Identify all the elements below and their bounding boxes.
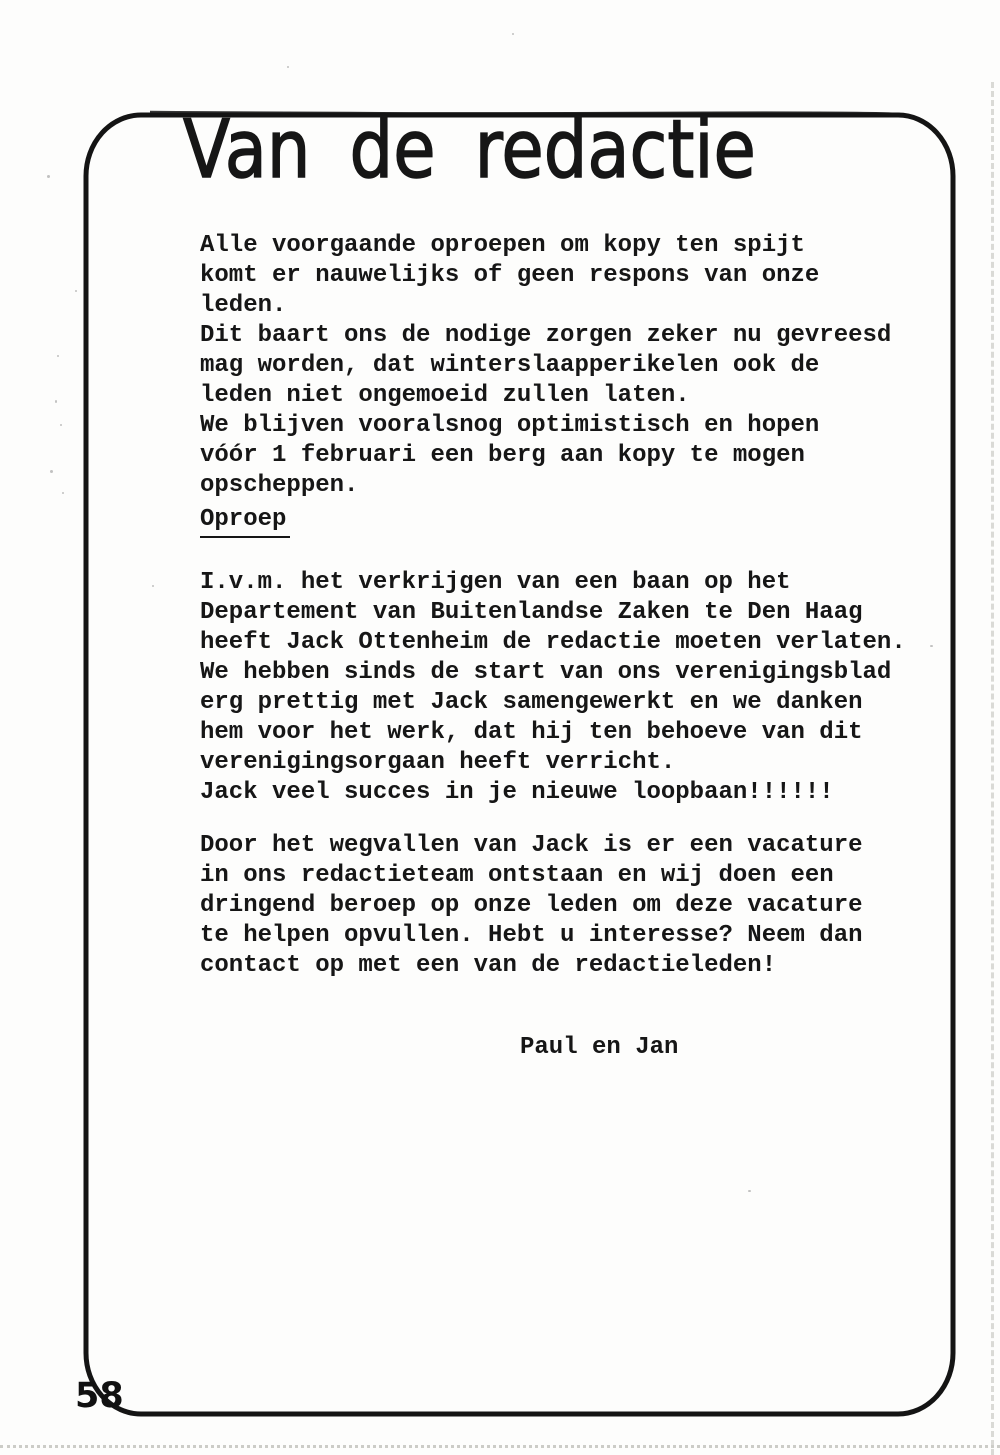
scan-speck [60,424,62,426]
text-line: leden. [200,292,287,319]
text-line: Departement van Buitenlandse Zaken te Den Haag [200,599,863,626]
text-line: vóór 1 februari een berg aan kopy te mogen [200,442,805,469]
oproep-section-heading: Oproep [200,505,290,538]
scan-speck [930,645,933,647]
text-line: erg prettig met Jack samengewerkt en we danken [200,689,863,716]
text-line: dringend beroep op onze leden om deze vacature [200,892,863,919]
text-line: verenigingsorgaan heeft verricht. [200,749,676,776]
text-line: Dit baart ons de nodige zorgen zeker nu gevreesd [200,322,892,349]
text-line: opscheppen. [200,472,359,499]
scan-speck [75,290,77,292]
text-line: komt er nauwelijks of geen respons van onze [200,262,820,289]
text-line: Alle voorgaande oproepen om kopy ten spijt [200,232,805,259]
text-line: in ons redactieteam ontstaan en wij doen een [200,862,834,889]
page-number: 58 [75,1376,124,1416]
text-line: contact op met een van de redactieleden! [200,952,777,979]
oproep-paragraph [200,568,906,808]
scan-speck [512,33,514,35]
text-line: heeft Jack Ottenheim de redactie moeten verlaten. [200,629,906,656]
scan-speck [50,470,53,473]
vacature-paragraph [200,831,863,981]
scan-speck [748,1190,751,1192]
page-edge-artifact-bottom [0,1445,1000,1448]
text-line: We blijven vooralsnog optimistisch en hopen [200,412,820,439]
page-title: Van de redactie [183,103,756,196]
text-line: Jack veel succes in je nieuwe loopbaan!!!!!! [200,779,834,806]
scan-speck [152,585,154,587]
intro-paragraph [200,231,891,501]
scan-speck [55,400,57,403]
text-line: We hebben sinds de start van ons verenigingsblad [200,659,892,686]
text-line: leden niet ongemoeid zullen laten. [200,382,690,409]
text-line: te helpen opvullen. Hebt u interesse? Neem dan [200,922,863,949]
text-line: hem voor het werk, dat hij ten behoeve van dit [200,719,863,746]
text-line: Door het wegvallen van Jack is er een vacature [200,832,863,859]
text-line: mag worden, dat winterslaapperikelen ook de [200,352,820,379]
scan-speck [287,66,289,68]
text-line: I.v.m. het verkrijgen van een baan op het [200,569,791,596]
scan-speck [47,175,50,178]
signature: Paul en Jan [520,1034,679,1061]
scan-speck [62,492,64,494]
page-edge-artifact-right [991,82,994,1455]
scan-speck [57,355,59,357]
